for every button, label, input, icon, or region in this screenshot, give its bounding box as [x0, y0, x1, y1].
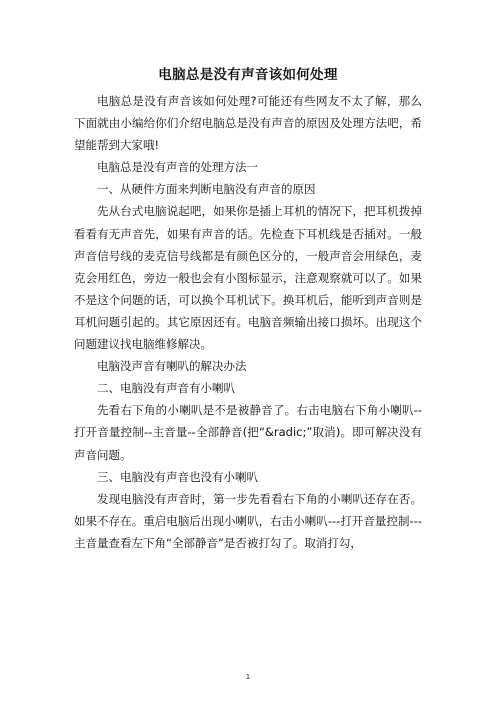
hardware-section-heading: 一、从硬件方面来判断电脑没有声音的原因: [97, 182, 316, 197]
method-one-heading: 电脑总是没有声音的处理方法一: [97, 160, 258, 175]
hardware-section-paragraph: 先从台式电脑说起吧，如果你是插上耳机的情况下，把耳机拨掉看看有无声音先，如果有声音的话。先检查下耳机线是否插对。一般声音信号线的麦克信号线都是有颜色区分的，一般声音会用绿色，麦克会用红色，旁边一般也会有小图标显示，注意观察就可以了。如果不是这个问题的话，可以换个耳机试下。换耳机后，能听到声音则是耳机问题引起的。其它原因还有。电脑音频输出接口损坏。出现这个问题建议找电脑维修解决。: [74, 204, 422, 352]
page-number: 1: [245, 673, 251, 681]
speaker-solution-heading: 电脑没声音有喇叭的解决办法: [97, 359, 247, 374]
speaker-present-heading: 二、电脑没有声音有小喇叭: [97, 381, 235, 396]
speaker-present-paragraph: 先看右下角的小喇叭是不是被静音了。右击电脑右下角小喇叭--打开音量控制--主音量--全部静音(把“&radic;”取消)。即可解决没有声音问题。: [74, 403, 422, 462]
speaker-missing-paragraph: 发现电脑没有声音时，第一步先看看右下角的小喇叭还存在否。如果不存在。重启电脑后出现小喇叭，右击小喇叭---打开音量控制---主音量查看左下角“全部静音”是否被打勾了。取消打勾，: [74, 491, 422, 550]
document-body: [74, 90, 422, 554]
document-title: 电脑总是没有声音该如何处理: [158, 67, 338, 83]
intro-paragraph: 电脑总是没有声音该如何处理?可能还有些网友不太了解，那么下面就由小编给你们介绍电脑总是没有声音的原因及处理方法吧，希望能帮到大家哦!: [74, 94, 422, 153]
speaker-missing-heading: 三、电脑没有声音也没有小喇叭: [97, 469, 258, 484]
